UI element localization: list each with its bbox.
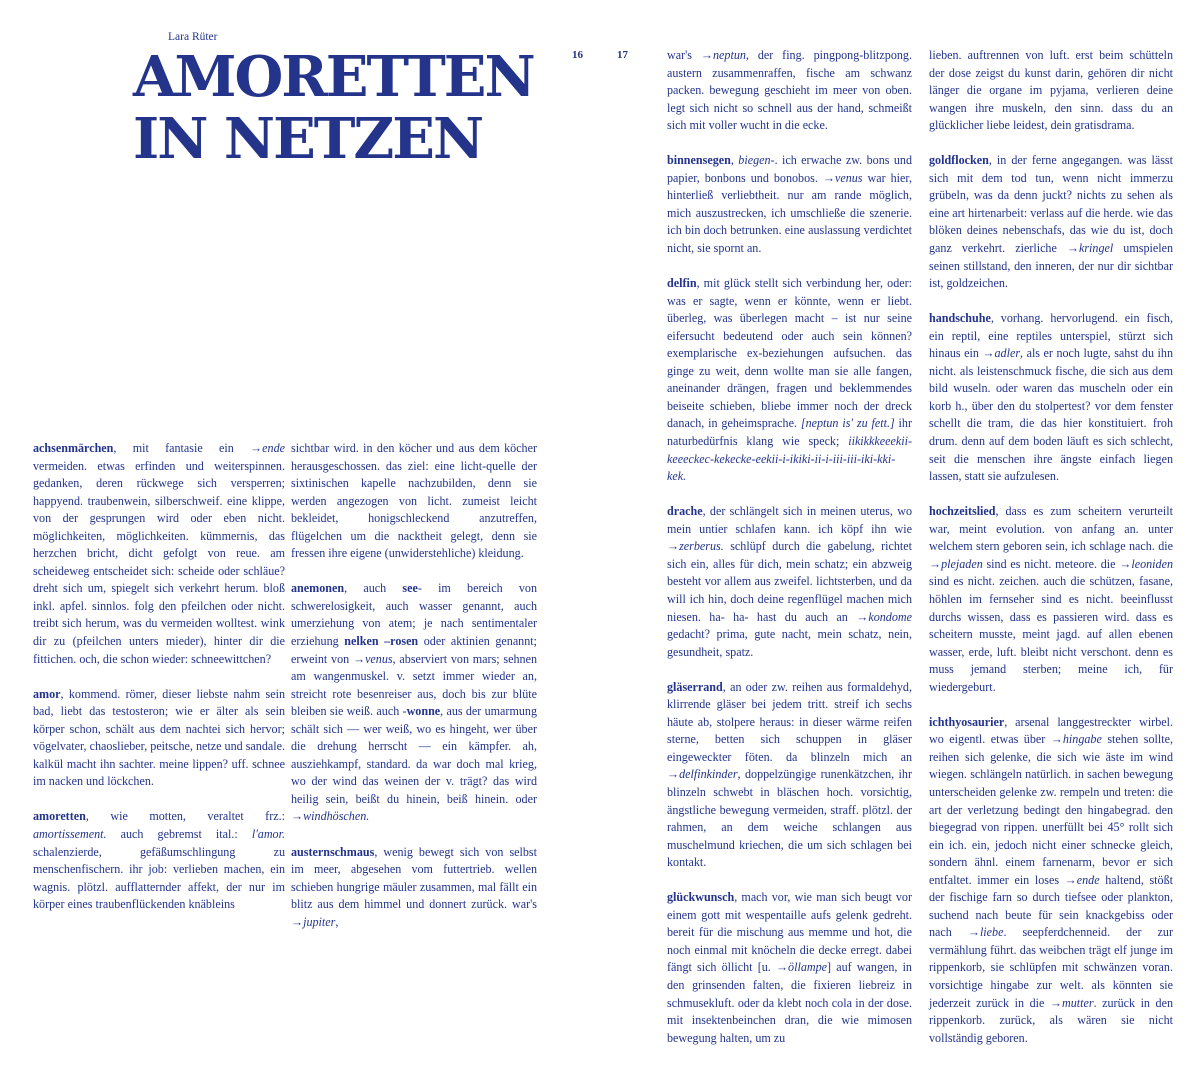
dictionary-entry bbox=[929, 714, 1173, 1047]
entry-text: lieben. auftrennen von luft. erst beim schütteln der dose zeigst du kunst darin, gehören dir nicht länger die organe im pyjama, verlieren deine wangen ihre muskeln, den sinn. dass du an glücklicher liebe leidest, dein gratisdrama. bbox=[929, 48, 1173, 133]
entry-headword: see bbox=[402, 581, 418, 596]
entry-cross-reference: liebe bbox=[979, 925, 1004, 940]
dictionary-entry bbox=[291, 844, 537, 932]
entry-cross-reference: adler bbox=[994, 346, 1021, 361]
dictionary-entry bbox=[291, 580, 537, 826]
entry-headword: goldflocken bbox=[929, 153, 989, 168]
entry-text: gedacht? prima, gute nacht, mein schatz, nein, gesundheit, spatz. bbox=[667, 627, 912, 659]
entry-cross-reference: kondome bbox=[868, 609, 912, 624]
entry-text: schlüpf durch die gabelung, richtet sich ein, alles für dich, mein schatz; ein abzweig besteht vor allem aus zweifel. lichtsterben, und da will ich hin, doch deine regenflügel machen mich niesen. ha- ha- hast du auch an → bbox=[667, 539, 912, 624]
entry-text: sind es nicht. meteore. die → bbox=[982, 556, 1132, 571]
entry-headword: binnensegen bbox=[667, 153, 731, 168]
entry-text: ihr naturbedürfnis klang wie speck; bbox=[667, 416, 912, 449]
text-column-4 bbox=[929, 47, 1173, 1065]
title-line-1: AMORETTEN bbox=[133, 44, 534, 110]
text-column-1 bbox=[33, 440, 285, 931]
dictionary-entry bbox=[667, 889, 912, 1047]
dictionary-entry bbox=[667, 503, 912, 661]
entry-text: , wie motten, veraltet frz.: bbox=[85, 809, 285, 824]
dictionary-entry bbox=[667, 679, 912, 872]
dictionary-entry bbox=[929, 152, 1173, 292]
entry-text: , mach vor, wie man sich beugt vor einem gott mit wespentaille aufs gelenk gedreht. bereit für die mischung aus memme und hot, die noch einmal mit knöcheln die decke erregt. dabei fängt sich öllicht [u. → bbox=[667, 890, 912, 975]
entry-text: , arsenal langgestreckter wirbel. wo eigentl. etwas über → bbox=[929, 714, 1173, 747]
entry-text: war's → bbox=[667, 48, 713, 62]
dictionary-entry bbox=[33, 686, 285, 791]
entry-headword: amor bbox=[33, 686, 61, 701]
article-title bbox=[133, 46, 553, 170]
entry-text: war hier, hinterließ verliebtheit. nur am rande möglich, mich auszustrecken, ich umschließe die szenerie. ich bin doch betrunken. eine auslassung verdichtet nicht, sie spornt an. bbox=[667, 170, 912, 256]
entry-cross-reference: biegen- bbox=[738, 153, 775, 168]
entry-cross-reference: jupiter bbox=[303, 914, 336, 929]
entry-text: sichtbar wird. in den köcher und aus dem köcher herausgeschossen. das ziel: eine licht-quelle der sixtinischen kapelle nachzubilden, denn sie werden angezogen von licht. zumeist leicht bekleidet, honigschleckend anzutreffen, flügelchen um die nacktheit gelegt, denn sie fressen ihre eigene (unwiderstehliche) kleidung. bbox=[291, 441, 537, 561]
entry-text: - im bereich von schwerelosigkeit, auch wasser genannt, auch umerziehung von atem; je nach sentimentaler erziehung bbox=[291, 581, 537, 649]
dictionary-entry bbox=[667, 152, 912, 257]
entry-headword: glückwunsch bbox=[667, 890, 735, 905]
entry-text: , vorhang. hervorlugend. ein fisch, ein reptil, eine reptiles unterspiel, stürzt sich hinaus ein → bbox=[929, 311, 1173, 361]
entry-cross-reference: venus bbox=[365, 651, 393, 666]
entry-text: , bbox=[335, 914, 339, 929]
entry-headword: anemonen bbox=[291, 581, 345, 596]
entry-headword: drache bbox=[667, 504, 703, 519]
entry-text: , in der ferne angegangen. was lässt sich mit dem tod tun, wenn nicht immerzu grübeln, was da denn juckt? nichts zu sehen als eine art hirtenarbeit: verlass auf die herde. wie das blöken deines nebenschafs, das wie du ist, doch ganz verkehrt. zierliche → bbox=[929, 153, 1173, 256]
entry-headword: nelken –rosen bbox=[344, 634, 419, 649]
entry-text: , mit fantasie ein → bbox=[113, 441, 263, 455]
dictionary-entry bbox=[33, 440, 285, 668]
entry-headword: achsenmärchen bbox=[33, 441, 114, 455]
entry-cross-reference: venus bbox=[834, 170, 863, 185]
entry-text: . zurück in den rippenkorb. zurück, als wären sie nicht vollständig geboren. bbox=[929, 995, 1173, 1045]
entry-cross-reference: mutter bbox=[1061, 995, 1094, 1010]
entry-cross-reference: windhöschen. bbox=[303, 809, 370, 824]
entry-headword: austernschmaus bbox=[291, 844, 375, 859]
entry-text: , als er noch lugte, sahst du ihn nicht. als leistenschmuck fische, die sich aus dem bild wuseln. oder waren das muscheln oder ein korb h., über den du stolpertest? vor dem fenster schellt die tram, die das hier konstituiert. froh drum. denn auf dem boden läuft es sich schlecht, seit die menschen ihre ängste einfach liegen lassen, statt sie aufzulesen. bbox=[929, 346, 1173, 484]
entry-cross-reference: [neptun is' zu fett.] bbox=[800, 416, 895, 431]
entry-text: , abserviert von mars; sehnen am wangenmuskel. v. setzt immer wieder an, streicht rote besenreiser aus, doch bis zur blüte bleiben sie weiß. auch - bbox=[291, 651, 538, 719]
entry-text: vermeiden. etwas erfinden und weiterspinnen. gedanken, deren rückwege sich versperren; happyend. traubenwein, silberschweif. eine klippe, von der gesprungen wird oder eben nicht. möglichkeiten, möglichkeiten. kümmernis, das herzchen bricht, dicht gefolgt von reue. am scheideweg entscheidet sich: scheide oder schläue? dreht sich um, spiegelt sich verkehrt herum. bloß inkl. apfel. sinnlos. folg den pfeilchen oder nicht. treibt sich herum, was du vermeiden wolltest. wink dir zu (pfeilchen unters mieder), hinter dir die fittichen. och, die schon wieder: schneewittchen? bbox=[33, 458, 285, 666]
entry-cross-reference: l'amor. bbox=[251, 827, 285, 842]
entry-cross-reference: amortissement. bbox=[33, 827, 107, 842]
entry-text: ] auf wangen, in den grinsenden falten, die fixieren liebreiz in schmusekluft. oder da klebt noch cola in der dose. mit insektenbeinchen dran, die wie mimosen bewegung halten, um zu bbox=[667, 960, 912, 1045]
dictionary-entry bbox=[667, 47, 912, 135]
entry-headword: hochzeitslied bbox=[929, 504, 996, 519]
entry-cross-reference: delfinkinder bbox=[679, 767, 738, 782]
entry-headword: gläserrand bbox=[667, 679, 723, 694]
entry-text: . ich erwache zw. bons und papier, bonbons und bonobos. → bbox=[667, 153, 912, 185]
title-line-2: IN NETZEN bbox=[133, 106, 483, 172]
entry-text: auch gebremst ital.: bbox=[106, 827, 252, 842]
entry-text: , kommend. römer, dieser liebste nahm sein bad, liebt das testosteron; wie er älter als sein körper schon, schält aus dem nachtei sich hervor; vögelvater, chaoslieber, peitsche, netze und sandale. kalkül macht ihn sachter. meine lippen? uff. schnee im nacken und löckchen. bbox=[33, 686, 285, 789]
entry-text: , der schlängelt sich in meinen uterus, wo mein untier schlafen kann. ich köpf ihn wie → bbox=[667, 504, 912, 554]
author-name: Lara Rüter bbox=[168, 31, 218, 43]
entry-text: , wenig bewegt sich von selbst im meer, abgesehen vom futtertrieb. wellen schieben hungrige mäuler zusammen, mal fällt ein blitz aus dem himmel und donnert zurück. war's → bbox=[291, 844, 537, 929]
entry-headword: handschuhe bbox=[929, 311, 991, 326]
entry-text: , aus der umarmung schält sich — wer weiß, wo es hingeht, wer über die drehung herrscht — ein kämpfer. ah, ausziehkampf, standard. da war doch mal krieg, wo der wind das weinen der v. trägt? das wird heilig sein, beißt du hinein, beiß hinein. oder → bbox=[291, 704, 538, 824]
page-number-right: 17 bbox=[617, 49, 628, 61]
entry-cross-reference: leoniden bbox=[1131, 556, 1173, 571]
entry-text: , der fing. pingpong-blitzpong. austern zusammenraffen, fische am schwanz packen. bewegung geschieht im meer von oben. legt sich nicht so schnell aus der hand, schmeißt sich mit voller wucht in die ecke. bbox=[667, 48, 912, 133]
entry-cross-reference: plejaden bbox=[941, 556, 983, 571]
entry-cross-reference: kringel bbox=[1078, 241, 1114, 256]
entry-text: haltend, stößt der fischige farn so durch tiefsee oder plankton, suchend nach beute für sein knackgebiss oder nach → bbox=[929, 872, 1173, 940]
entry-text: sind es nicht. zeichen. auch die schützen, fasane, höhlen im fernseher sind es nicht. beeinflusst durchs wissen, dass es passieren wird. dass es scheitern musste, meint jagd. auf allen ebenen wasser, erde, luft. bleibt nicht verschont. denn es muss jemand sterben; meine ich, für wiedergeburt. bbox=[929, 574, 1173, 694]
entry-headword: ichthyosaurier bbox=[929, 714, 1005, 729]
entry-text: schalenzierde, gefäßumschlingung zu menschenfischern. ihr job: verlieben machen, ein wagnis. plötzl. aufflatternder affekt, der nur im körper eines traubenflückenden knäbleins bbox=[33, 844, 285, 912]
entry-text: , doppelzüngige runenkätzchen, ihr blinzeln schwebt in bläschen hoch. vorsichtig, ängstliche bewegung vermeiden, straff. plötzl. der rahmen, an dem weiche schlangen aus muschelmund kriechen, die um sich schlagen bei kontakt. bbox=[667, 767, 912, 870]
dictionary-entry bbox=[291, 440, 537, 563]
dictionary-entry bbox=[929, 47, 1173, 135]
dictionary-entry bbox=[929, 503, 1173, 696]
text-column-3 bbox=[667, 47, 912, 1065]
entry-text: , mit glück stellt sich verbindung her, oder: was er sagte, wenn er könnte, wenn er liebt. überleg, was überlegen macht – ist nur seine eifersucht bedeutend oder auch sein können? exemplarische ex-beziehungen aufsuchen. das ginge zu weit, denn wollte man sie alle fangen, aneinander drängen, fragen und beklemmendes beiseite schieben, bliebe immer noch der dreck danach, in geheimsprache. bbox=[667, 276, 912, 431]
entry-headword: wonne bbox=[406, 704, 441, 719]
entry-cross-reference: ende bbox=[1076, 872, 1100, 887]
entry-text: , dass es zum scheitern verurteilt war, meint evolution. von anfang an. unter welchem stern geboren sein, ich schlage nach. die → bbox=[929, 504, 1173, 571]
dictionary-entry bbox=[929, 310, 1173, 485]
entry-text: . seepferdchenneid. der zur vermählung führt. das weibchen trägt elf junge im rippenkorb, sie schlüpfen mit schwänzen voran. vorsichtige hingabe zur welt. als könnten sie jederzeit zurück in die → bbox=[929, 925, 1173, 1010]
entry-cross-reference: hingabe bbox=[1062, 732, 1102, 747]
entry-cross-reference: zerberus. bbox=[679, 539, 724, 554]
entry-cross-reference: öllampe bbox=[788, 960, 828, 975]
entry-cross-reference: iikikkkeeekii-keeeckec-kekecke-eekii-i-ikiki-ii-i-iii-iii-iki-kki-kek. bbox=[667, 434, 912, 484]
entry-text: oder aktinien genannt; erweint von → bbox=[291, 634, 537, 666]
dictionary-entry bbox=[33, 808, 285, 913]
entry-text: , auch bbox=[344, 581, 403, 596]
entry-cross-reference: neptun bbox=[713, 48, 746, 62]
entry-cross-reference: ende bbox=[262, 441, 285, 455]
entry-text: stehen sollte, reihen sich gelenke, die sich wie äste im wind wiegen. schlängeln natürlich. in sachen bewegung unterscheiden gelenke zw. rempeln und treten: die art der verletzung bedingt den hingabegrad. den biegegrad von rippen. unerfüllt bei 45° rollt sich ein ich. ein, jedoch nicht einer schnecke gleich, sondern ähnl. einem farnenarm, bevor er sich entfaltet. immer ein loses → bbox=[929, 732, 1173, 887]
entry-text: , bbox=[730, 153, 739, 168]
page-number-left: 16 bbox=[572, 49, 583, 61]
entry-text: , an oder zw. reihen aus formaldehyd, klirrende gläser bei jedem tritt. streif ich sechs häute ab, stolpere heraus: in dieser wärme reifen sterne, betten sich schuppen in gläser eingeweckter föten. da blinzeln mich an → bbox=[667, 679, 912, 782]
entry-text: umspielen seinen stillstand, den inneren, der nur dir sichtbar ist, goldzeichen. bbox=[929, 241, 1173, 291]
dictionary-entry bbox=[667, 275, 912, 486]
entry-headword: amoretten bbox=[33, 809, 86, 824]
entry-headword: delfin bbox=[667, 276, 697, 291]
text-column-2 bbox=[291, 440, 537, 949]
